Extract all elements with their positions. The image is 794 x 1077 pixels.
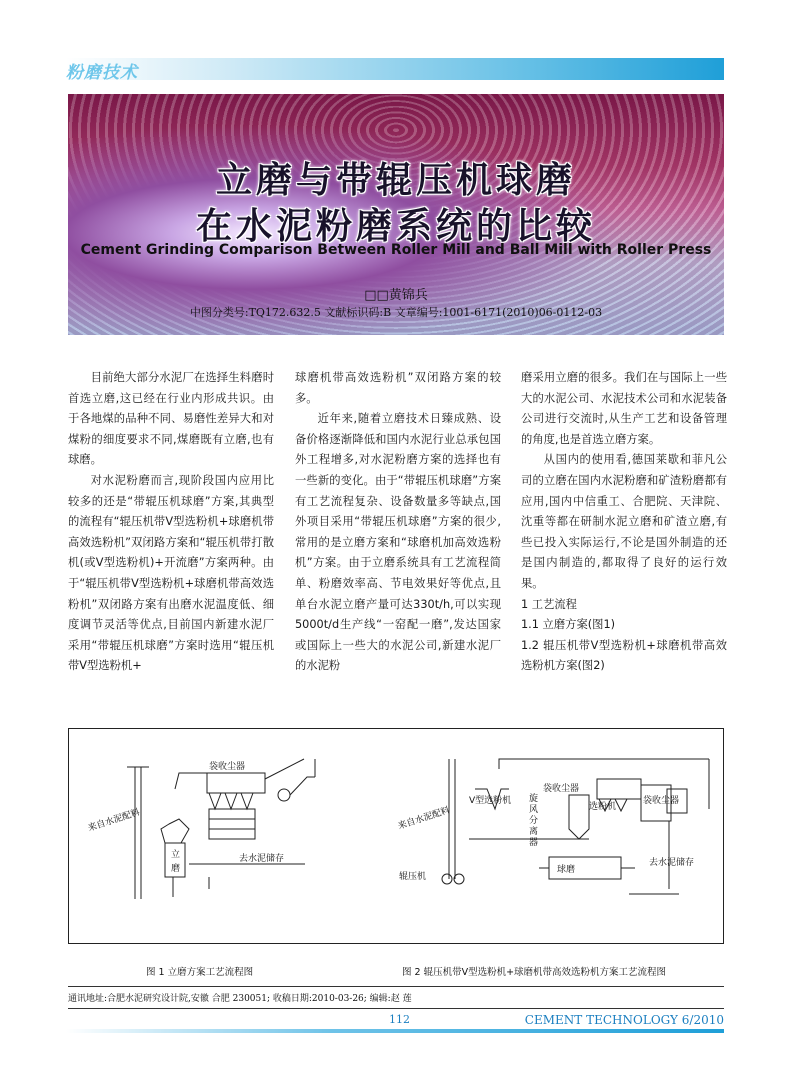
footnote: 通讯地址:合肥水泥研究设计院,安徽 合肥 230051; 收稿日期:2010-03-26; 编辑:赵 莲 <box>68 994 412 1004</box>
fig2-cyclone-label: 风 <box>529 805 539 815</box>
body-column-2 <box>295 368 501 677</box>
fig1-duct <box>175 773 265 789</box>
fig1-separator <box>161 819 189 843</box>
fig2-v-separator-label: V型选粉机 <box>469 796 512 806</box>
fig2-roller-press-label: 辊压机 <box>399 872 427 882</box>
process-flow-diagrams <box>69 729 723 943</box>
paragraph: 近年来,随着立磨技术日臻成熟、设备价格逐渐降低和国内水泥行业总承包国外工程增多,对水泥粉磨方案的选择也有一些新的变化。由于“带辊压机球磨”方案有工艺流程复杂、设备数量多等缺点,国外项目采用“带辊压机球磨”方案的很少,常用的是立磨方案和“球磨机加高效选粉机”方案。由于立磨系统具有工艺流程简单、粉磨效率高、节电效果好等优点,且单台水泥立磨产量可达330t/h,可以实现5000t/d生产线“一窑配一磨”,发达国家或国际上一些大的水泥公司,新建水泥厂的水泥粉 <box>295 412 501 673</box>
fig1-duct <box>265 759 304 779</box>
footnote-rule <box>68 986 724 987</box>
fig2-duct <box>499 759 617 769</box>
fig2-roller-left <box>442 874 452 884</box>
fig1-duct <box>290 777 315 795</box>
subsection-heading: 1.1 立磨方案(图1) <box>521 618 616 632</box>
fig2-ball-mill-label: 球磨 <box>557 865 576 875</box>
subsection-heading: 1.2 辊压机带V型选粉机+球磨机带高效选粉机方案(图2) <box>521 638 727 673</box>
fig2-separator-label: 选粉机 <box>589 802 617 812</box>
fig2-cyclone-label: 旋 <box>529 794 539 804</box>
title-line-1: 立磨与带辊压机球磨 <box>215 160 576 201</box>
body-column-1 <box>68 368 274 677</box>
fig1-bag-filter <box>207 773 265 793</box>
paragraph: 对水泥粉磨而言,现阶段国内应用比较多的还是“带辊压机球磨”方案,其典型的流程有“辊压机带V型选粉机+球磨机带高效选粉机”双闭路方案和“辊压机带打散机(或V型选粉机)+开流磨”方案两种。由于“辊压机带V型选粉机+球磨机带高效选粉机”双闭路方案有出磨水泥温度低、细度调节灵活等优点,目前国内新建水泥厂采用“带辊压机球磨”方案时选用“辊压机带V型选粉机+ <box>68 473 274 673</box>
figure-1-caption: 图 1 立磨方案工艺流程图 <box>146 967 254 978</box>
paragraph: 目前绝大部分水泥厂在选择生料磨时首选立磨,这已经在行业内形成共识。由于各地煤的品种不同、易磨性差异大和对煤粉的细度要求不同,煤磨既有立磨,也有球磨。 <box>68 371 274 467</box>
journal-name: CEMENT TECHNOLOGY 6/2010 <box>524 1013 724 1027</box>
fig1-hoppers <box>209 793 253 809</box>
paragraph: 球磨机带高效选粉机”双闭路方案的较多。 <box>295 371 501 405</box>
title-english: Cement Grinding Comparison Between Roller Mill and Ball Mill with Roller Press <box>80 242 712 258</box>
fig1-silo <box>209 809 255 839</box>
title-banner <box>68 94 724 335</box>
figure-2-caption: 图 2 辊压机带V型选粉机+球磨机带高效选粉机方案工艺流程图 <box>402 967 667 978</box>
fig2-feed-label: 来自水泥配料 <box>396 805 452 832</box>
fig1-fan <box>278 789 290 801</box>
paragraph: 从国内的使用看,德国莱歇和菲凡公司的立磨在国内水泥粉磨和矿渣粉磨都有应用,国内中信重工、合肥院、天津院、沈重等都在研制水泥立磨和矿渣立磨,有些已投入实际运行,不论是国外制造的还是国内制造的,都取得了良好的运行效果。 <box>521 453 727 590</box>
title-line-2: 在水泥粉磨系统的比较 <box>195 206 596 247</box>
fig2-cyclone <box>569 795 589 839</box>
section-heading: 1 工艺流程 <box>521 597 577 611</box>
fig2-cyclone-label: 离 <box>529 827 539 837</box>
body-column-3 <box>521 368 727 677</box>
fig1-mill-label: 磨 <box>171 864 181 874</box>
fig2-bag-filter-label: 袋收尘器 <box>543 784 580 794</box>
fig2-bag-filter-2-label: 袋收尘器 <box>643 796 680 806</box>
page-number: 112 <box>389 1013 410 1026</box>
author: □□黄锦兵 <box>364 288 428 303</box>
fig1-mill-label: 立 <box>171 850 181 860</box>
fig2-storage-label: 去水泥储存 <box>649 858 695 868</box>
fig1-bag-filter-label: 袋收尘器 <box>209 762 246 772</box>
paragraph: 磨采用立磨的很多。我们在与国际上一些大的水泥公司、水泥技术公司和水泥装备公司进行交流时,从生产工艺和设备管理的角度,也是首选立磨方案。 <box>521 371 727 446</box>
footer-bar <box>66 1029 724 1033</box>
classification-line: 中图分类号:TQ172.632.5 文献标识码:B 文章编号:1001-6171(2010)06-0112-03 <box>189 306 603 319</box>
section-label: 粉磨技术 <box>66 63 138 83</box>
footer-rule <box>68 1008 724 1009</box>
fig1-feed-label: 来自水泥配料 <box>86 807 142 834</box>
fig2-cyclone-label: 分 <box>529 816 539 826</box>
fig1-storage-label: 去水泥储存 <box>239 854 285 864</box>
fig2-cyclone-label: 器 <box>529 838 539 848</box>
figure-frame <box>68 728 724 944</box>
fig2-bag-filter <box>597 779 641 799</box>
section-header-bar <box>66 58 724 80</box>
